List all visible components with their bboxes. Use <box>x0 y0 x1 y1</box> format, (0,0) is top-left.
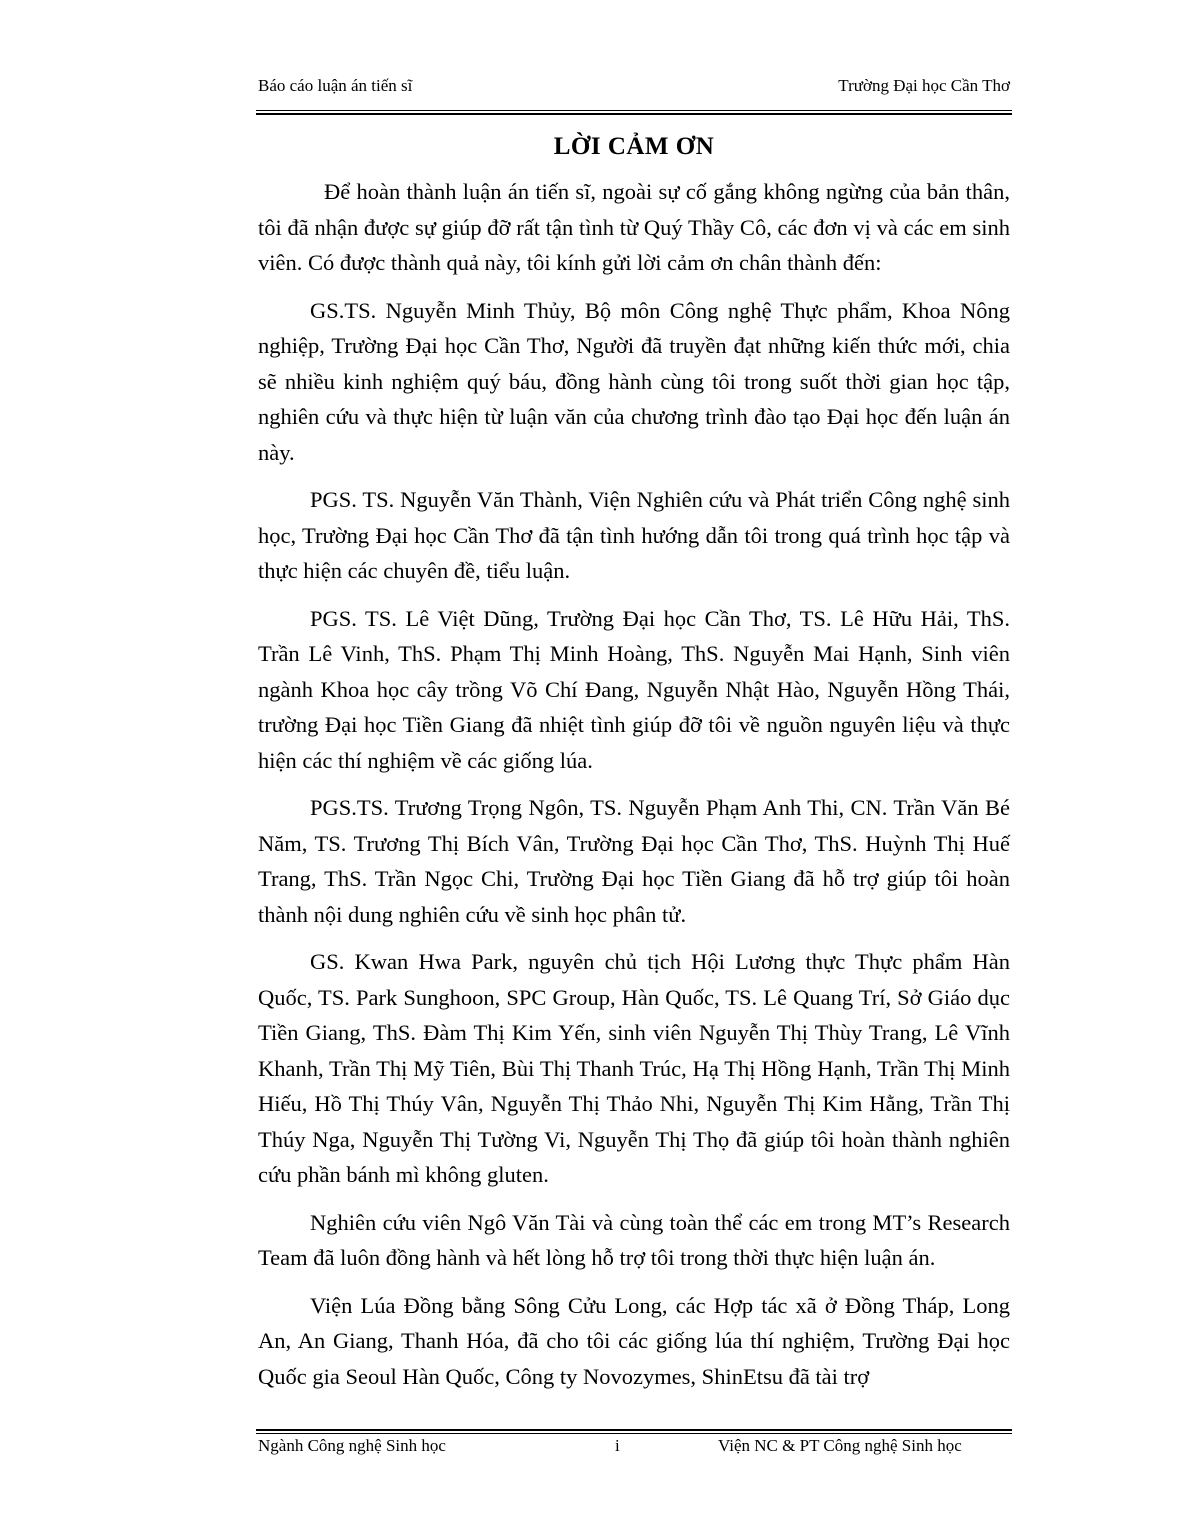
header-left-text: Báo cáo luận án tiến sĩ <box>258 76 413 95</box>
page-title: LỜI CẢM ƠN <box>553 133 715 160</box>
footer-right-text: Viện NC & PT Công nghệ Sinh học <box>718 1436 962 1455</box>
footer-left-text: Ngành Công nghệ Sinh học <box>258 1436 446 1455</box>
paragraph-thanks-4: PGS.TS. Trương Trọng Ngôn, TS. Nguyễn Phạm Anh Thi, CN. Trần Văn Bé Năm, TS. Trương Thị Bích Vân, Trường Đại học Cần Thơ, ThS. Huỳnh Thị Huế Trang, ThS. Trần Ngọc Chi, Trường Đại học Tiền Giang đã hỗ trợ giúp tôi hoàn thành nội dung nghiên cứu về sinh học phân tử. <box>258 795 1010 927</box>
page-number: i <box>615 1436 620 1455</box>
paragraph-thanks-3: PGS. TS. Lê Việt Dũng, Trường Đại học Cần Thơ, TS. Lê Hữu Hải, ThS. Trần Lê Vinh, ThS. Phạm Thị Minh Hoàng, ThS. Nguyễn Mai Hạnh, Sinh viên ngành Khoa học cây trồng Võ Chí Đang, Nguyễn Nhật Hào, Nguyễn Hồng Thái, trường Đại học Tiền Giang đã nhiệt tình giúp đỡ tôi về nguồn nguyên liệu và thực hiện các thí nghiệm về các giống lúa. <box>258 605 1010 773</box>
paragraph-thanks-6: Nghiên cứu viên Ngô Văn Tài và cùng toàn thể các em trong MT’s Research Team đã luôn đồng hành và hết lòng hỗ trợ tôi trong thời thực hiện luận án. <box>258 1209 1010 1270</box>
footer-divider <box>256 1429 1012 1434</box>
page-header <box>258 76 1010 100</box>
paragraph-thanks-7: Viện Lúa Đồng bằng Sông Cửu Long, các Hợp tác xã ở Đồng Tháp, Long An, An Giang, Thanh Hóa, đã cho tôi các giống lúa thí nghiệm, Trường Đại học Quốc gia Seoul Hàn Quốc, Công ty Novozymes, ShinEtsu đã tài trợ <box>258 1292 1010 1389</box>
header-divider <box>256 110 1012 115</box>
paragraph-intro: Để hoàn thành luận án tiến sĩ, ngoài sự cố gắng không ngừng của bản thân, tôi đã nhận được sự giúp đỡ rất tận tình từ Quý Thầy Cô, các đơn vị và các em sinh viên. Có được thành quả này, tôi kính gửi lời cảm ơn chân thành đến: <box>258 179 1010 275</box>
page-footer <box>258 1436 1010 1460</box>
header-right-text: Trường Đại học Cần Thơ <box>838 76 1010 95</box>
paragraph-thanks-1: GS.TS. Nguyễn Minh Thủy, Bộ môn Công nghệ Thực phẩm, Khoa Nông nghiệp, Trường Đại học Cần Thơ, Người đã truyền đạt những kiến thức mới, chia sẽ nhiều kinh nghiệm quý báu, đồng hành cùng tôi trong suốt thời gian học tập, nghiên cứu và thực hiện từ luận văn của chương trình đào tạo Đại học đến luận án này. <box>258 297 1010 465</box>
paragraph-thanks-2: PGS. TS. Nguyễn Văn Thành, Viện Nghiên cứu và Phát triển Công nghệ sinh học, Trường Đại học Cần Thơ đã tận tình hướng dẫn tôi trong quá trình học tập và thực hiện các chuyên đề, tiểu luận. <box>258 487 1010 583</box>
document-body <box>258 174 1010 1406</box>
paragraph-thanks-5: GS. Kwan Hwa Park, nguyên chủ tịch Hội Lương thực Thực phẩm Hàn Quốc, TS. Park Sunghoon, SPC Group, Hàn Quốc, TS. Lê Quang Trí, Sở Giáo dục Tiền Giang, ThS. Đàm Thị Kim Yến, sinh viên Nguyễn Thị Thùy Trang, Lê Vĩnh Khanh, Trần Thị Mỹ Tiên, Bùi Thị Thanh Trúc, Hạ Thị Hồng Hạnh, Trần Thị Minh Hiếu, Hồ Thị Thúy Vân, Nguyễn Thị Thảo Nhi, Nguyễn Thị Kim Hằng, Trần Thị Thúy Nga, Nguyễn Thị Tường Vi, Nguyễn Thị Thọ đã giúp tôi hoàn thành nghiên cứu phần bánh mì không gluten. <box>258 949 1010 1187</box>
